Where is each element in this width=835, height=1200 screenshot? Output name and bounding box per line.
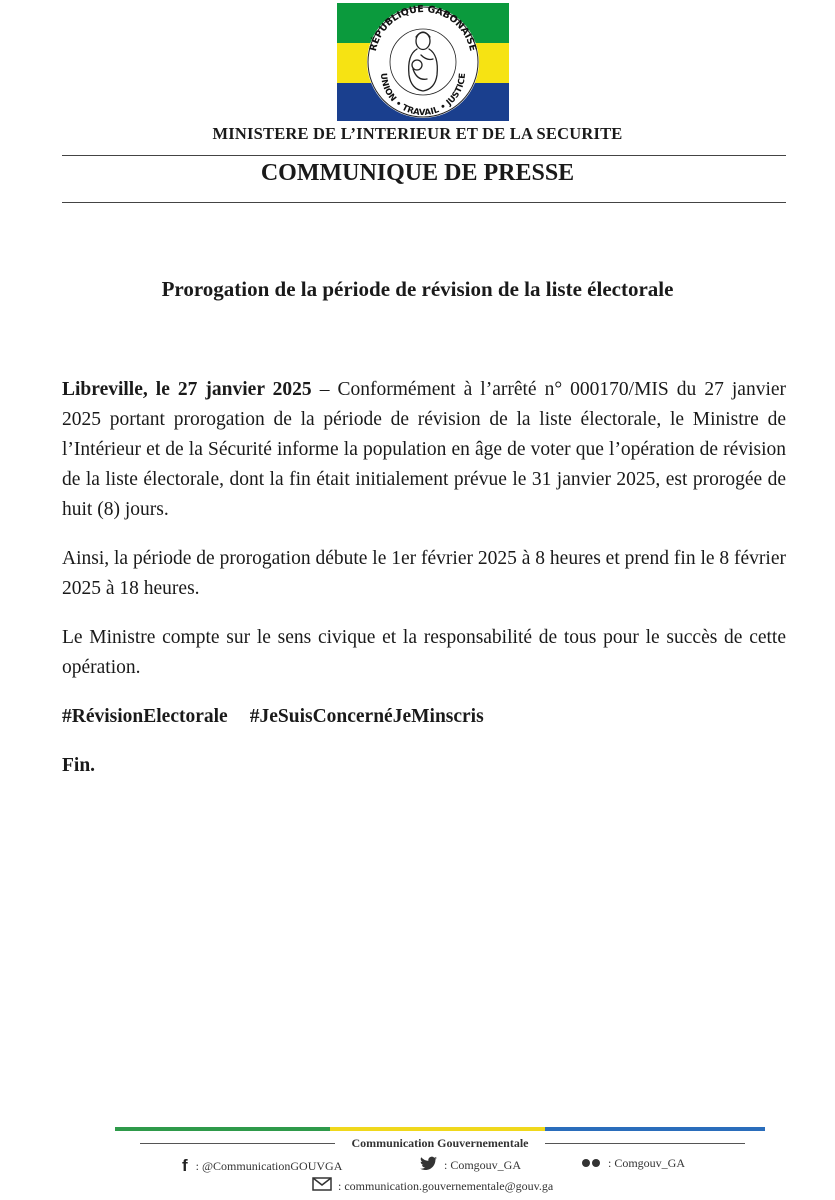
twitter-icon <box>420 1156 438 1174</box>
footer-twitter[interactable] <box>420 1156 521 1174</box>
seal-bottom-text: UNION • TRAVAIL • JUSTICE <box>377 72 469 119</box>
email-address: : communication.gouvernementale@gouv.ga <box>338 1178 554 1193</box>
flickr-handle: : Comgouv_GA <box>608 1156 686 1170</box>
hashtags <box>62 702 786 732</box>
footer-rule-left <box>140 1143 335 1144</box>
footer-rule-right <box>545 1143 745 1144</box>
paragraph-1-text: – Conformément à l’arrêté n° 000170/MIS du 27 janvier 2025 portant prorogation de la période de révision de la liste électorale, le Ministre de l’Intérieur et de la Sécurité informe la population en âge de voter que l’opération de révision de la liste électorale, dont la fin était initialement prévue le 31 janvier 2025, est prorogée de huit (8) jours. <box>62 379 787 520</box>
subject-heading: Prorogation de la période de révision de la liste électorale <box>161 277 674 301</box>
footer-band-yellow <box>330 1127 545 1131</box>
document-title: COMMUNIQUE DE PRESSE <box>260 160 575 186</box>
footer-band-green <box>115 1127 330 1131</box>
closing-text: Fin. <box>62 755 96 776</box>
seal-top-text: RÉPUBLIQUE GABONAISE <box>367 3 479 53</box>
footer-band-blue <box>545 1127 765 1131</box>
paragraph-3: Le Ministre compte sur le sens civique et la responsabilité de tous pour le succès de cette opération. <box>62 627 786 678</box>
envelope-icon <box>312 1177 332 1195</box>
paragraph-1 <box>62 375 786 525</box>
dateline: Libreville, le 27 janvier 2025 <box>62 379 312 400</box>
footer-title: Communication Gouvernementale <box>351 1136 529 1150</box>
paragraph-2: Ainsi, la période de prorogation débute le 1er février 2025 à 8 heures et prend fin le 8 février 2025 à 18 heures. <box>62 548 786 599</box>
hashtag-concerne[interactable]: #JeSuisConcernéJeMinscris <box>249 706 484 727</box>
footer-email[interactable] <box>312 1177 553 1195</box>
republic-emblem <box>337 3 509 121</box>
communique-body <box>62 375 786 800</box>
facebook-handle: : @CommunicationGOUVGA <box>195 1158 343 1173</box>
header-divider-bottom <box>62 202 786 203</box>
ministry-name: MINISTERE DE L’INTERIEUR ET DE LA SECURITE <box>212 124 623 143</box>
footer-flickr[interactable] <box>582 1156 685 1171</box>
facebook-icon: f <box>182 1156 188 1175</box>
flickr-icon <box>582 1156 602 1171</box>
header-divider-top <box>62 155 786 156</box>
republic-seal-icon <box>337 3 509 121</box>
footer-facebook[interactable] <box>182 1156 342 1176</box>
hashtag-revision[interactable]: #RévisionElectorale <box>62 706 228 727</box>
twitter-handle: : Comgouv_GA <box>444 1157 522 1172</box>
